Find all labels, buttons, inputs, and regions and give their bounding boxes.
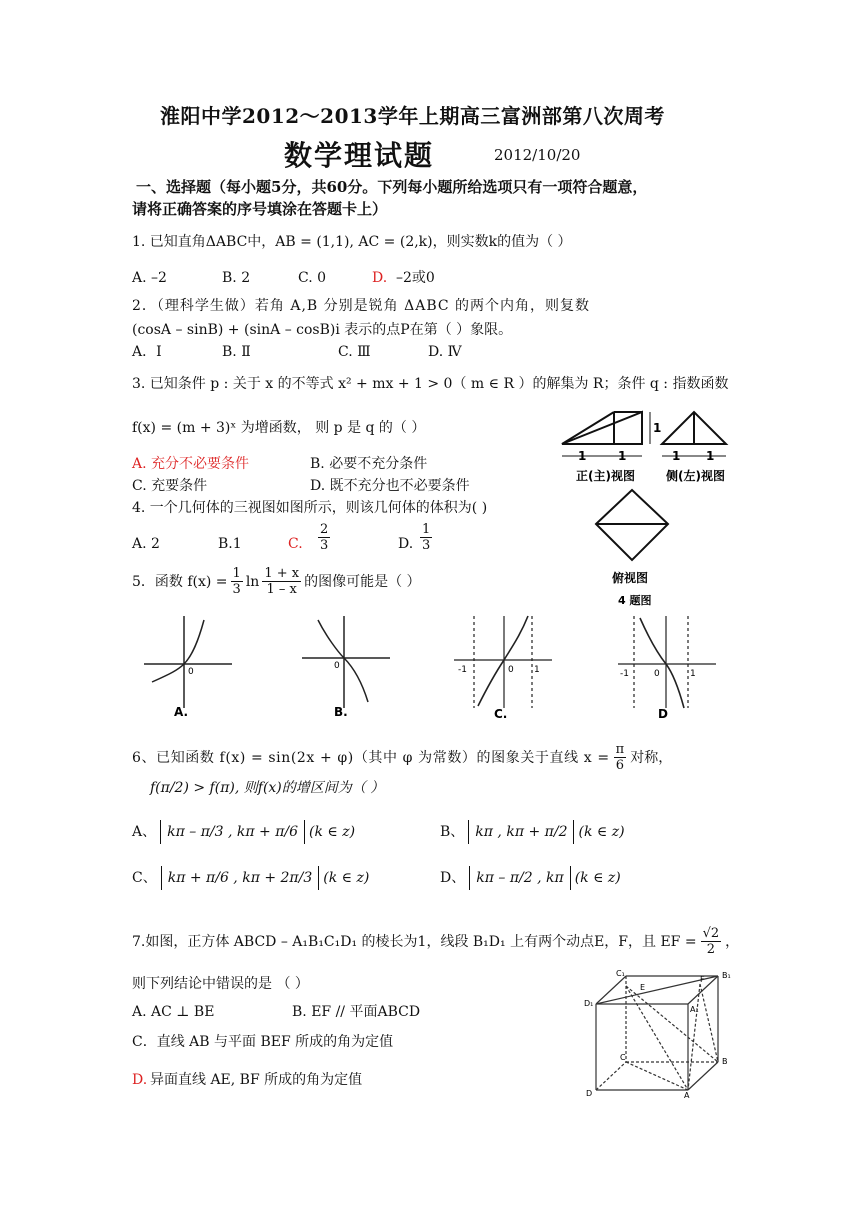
exam-date: 2012/10/20 <box>494 146 581 164</box>
q5-graph-a <box>140 612 240 720</box>
front-view-label: 正(主)视图 <box>576 469 635 483</box>
q2-option-d: D. Ⅳ <box>428 344 462 360</box>
svg-text:1: 1 <box>690 669 696 679</box>
q5-label-b: B. <box>334 705 348 719</box>
q7-option-d-key: D. <box>132 1072 148 1088</box>
q6-line1: 6、已知函数 f(x) = sin(2x + φ)（其中 φ 为常数）的图象关于直线 x = $\frac{\pi}{6}$ 对称， <box>132 742 673 773</box>
q4-option-d-key: D. <box>398 536 414 552</box>
q4-option-c-frac: $\frac{2}{3}$ <box>320 522 329 553</box>
q1-option-d-key: D. <box>372 270 388 286</box>
q6-option-d: D、 kπ – π/2 , kπ (k ∈ z) <box>440 866 621 890</box>
svg-text:0: 0 <box>508 665 514 675</box>
q5-label-d: D <box>658 707 668 720</box>
q4-option-d-frac: $\frac{1}{3}$ <box>422 522 431 553</box>
exam-subtitle: 数学理试题 <box>284 139 435 172</box>
q4-option-c-key: C. <box>288 536 303 552</box>
svg-text:-1: -1 <box>458 665 467 675</box>
side-view-label: 侧(左)视图 <box>666 469 725 483</box>
svg-text:0: 0 <box>188 667 194 677</box>
q3-line1: 3. 已知条件 p : 关于 x 的不等式 x² + mx + 1 > 0（ m ∈ R ）的解集为 R；条件 q : 指数函数 <box>132 376 729 392</box>
q2-line1: 2．（理科学生做）若角 A,B 分别是锐角 ΔABC 的两个内角，则复数 <box>132 298 591 314</box>
cube-label-c1: C₁ <box>616 969 625 978</box>
q6-option-c: C、 kπ + π/6 , kπ + 2π/3 (k ∈ z) <box>132 866 369 890</box>
svg-text:-1: -1 <box>620 669 629 679</box>
q2-option-a: A．Ⅰ <box>132 344 162 360</box>
svg-text:0: 0 <box>334 661 340 671</box>
fig-dim-label: 1 <box>653 421 662 435</box>
q1-option-c: C. 0 <box>298 270 327 286</box>
cube-label-a: A <box>684 1091 690 1100</box>
q6-option-a: A、 kπ – π/3 , kπ + π/6 (k ∈ z) <box>132 820 355 844</box>
q5-graph-b <box>298 612 398 720</box>
top-view <box>596 490 668 560</box>
svg-text:1: 1 <box>534 665 540 675</box>
q7-cube-figure <box>582 966 742 1100</box>
q6-line2: f(π/2) > f(π), 则f(x)的增区间为（ ） <box>150 780 385 796</box>
q4-stem: 4. 一个几何体的三视图如图所示，则该几何体的体积为( ) <box>132 500 488 516</box>
q1-option-b: B. 2 <box>222 270 251 286</box>
figure-caption: 4 题图 <box>618 594 652 607</box>
q7-option-a: A. AC ⊥ BE <box>132 1004 215 1020</box>
q6-option-b: B、 kπ , kπ + π/2 (k ∈ z) <box>440 820 625 844</box>
q1-option-d: –2或0 <box>396 270 435 286</box>
q1-option-a: A. –2 <box>132 270 167 286</box>
q7-option-c: C．直线 AB 与平面 BEF 所成的角为定值 <box>132 1034 394 1050</box>
q3-option-c: C. 充要条件 <box>132 478 208 494</box>
front-view <box>562 412 650 456</box>
cube-label-d1: D₁ <box>584 999 594 1008</box>
cube-label-f: F <box>700 975 705 984</box>
q7-option-d: 异面直线 AE, BF 所成的角为定值 <box>150 1072 363 1088</box>
cube-label-e: E <box>640 983 646 992</box>
q5-graph-d <box>614 612 724 720</box>
cube-label-b1: B₁ <box>722 971 731 980</box>
exam-title: 淮阳中学2012～2013学年上期高三富洲部第八次周考 <box>160 104 665 128</box>
cube-label-d: D <box>586 1089 593 1098</box>
q3-option-d: D. 既不充分也不必要条件 <box>310 478 470 494</box>
q1-stem: 1. 已知直角ΔABC中，AB = (1,1), AC = (2,k)，则实数k的值为（ ） <box>132 234 572 250</box>
fig-dim-label: 1 <box>578 449 587 463</box>
fig-dim-label: 1 <box>672 449 681 463</box>
q2-option-b: B. Ⅱ <box>222 344 251 360</box>
fig-dim-label: 1 <box>618 449 627 463</box>
cube-label-c: C <box>620 1053 626 1062</box>
q2-option-c: C. Ⅲ <box>338 344 371 360</box>
section-heading-line1: 一、选择题（每小题5分，共60分。下列每小题所给选项只有一项符合题意， <box>136 178 648 196</box>
fig-dim-label: 1 <box>706 449 715 463</box>
q5-label-c: C. <box>494 707 508 720</box>
q7-option-b: B. EF // 平面ABCD <box>292 1004 421 1020</box>
svg-text:0: 0 <box>654 669 660 679</box>
q5-graph-c <box>450 612 560 720</box>
q4-option-a: A. 2 <box>132 536 160 552</box>
cube-label-a1: A₁ <box>690 1005 699 1014</box>
cube-label-b: B <box>722 1057 728 1066</box>
section-heading-line2: 请将正确答案的序号填涂在答题卡上） <box>132 200 388 218</box>
q3-line2: f(x) = (m + 3)ˣ 为增函数， 则 p 是 q 的（ ） <box>132 420 426 436</box>
q2-line2: (cosA – sinB) + (sinA – cosB)i 表示的点P在第（ ）象限。 <box>132 322 513 338</box>
q3-option-a: A. 充分不必要条件 <box>132 456 250 472</box>
q7-line1: 7.如图，正方体 ABCD – A₁B₁C₁D₁ 的棱长为1，线段 B₁D₁ 上有两个动点E，F，且 EF = $\frac{√2}{2}$ ， <box>132 926 740 957</box>
q5-label-a: A. <box>174 705 189 719</box>
q3-option-b: B. 必要不充分条件 <box>310 456 428 472</box>
q5-stem: 5．函数 f(x) = $\frac{1}{3}$ ln $\frac{1 + x}{1 - x}$ 的图像可能是（ ） <box>132 566 421 597</box>
q4-option-b: B.1 <box>218 536 242 552</box>
q7-line2: 则下列结论中错误的是 （ ） <box>132 976 309 992</box>
top-view-label: 俯视图 <box>612 571 649 585</box>
q4-three-views-figure <box>556 406 746 616</box>
